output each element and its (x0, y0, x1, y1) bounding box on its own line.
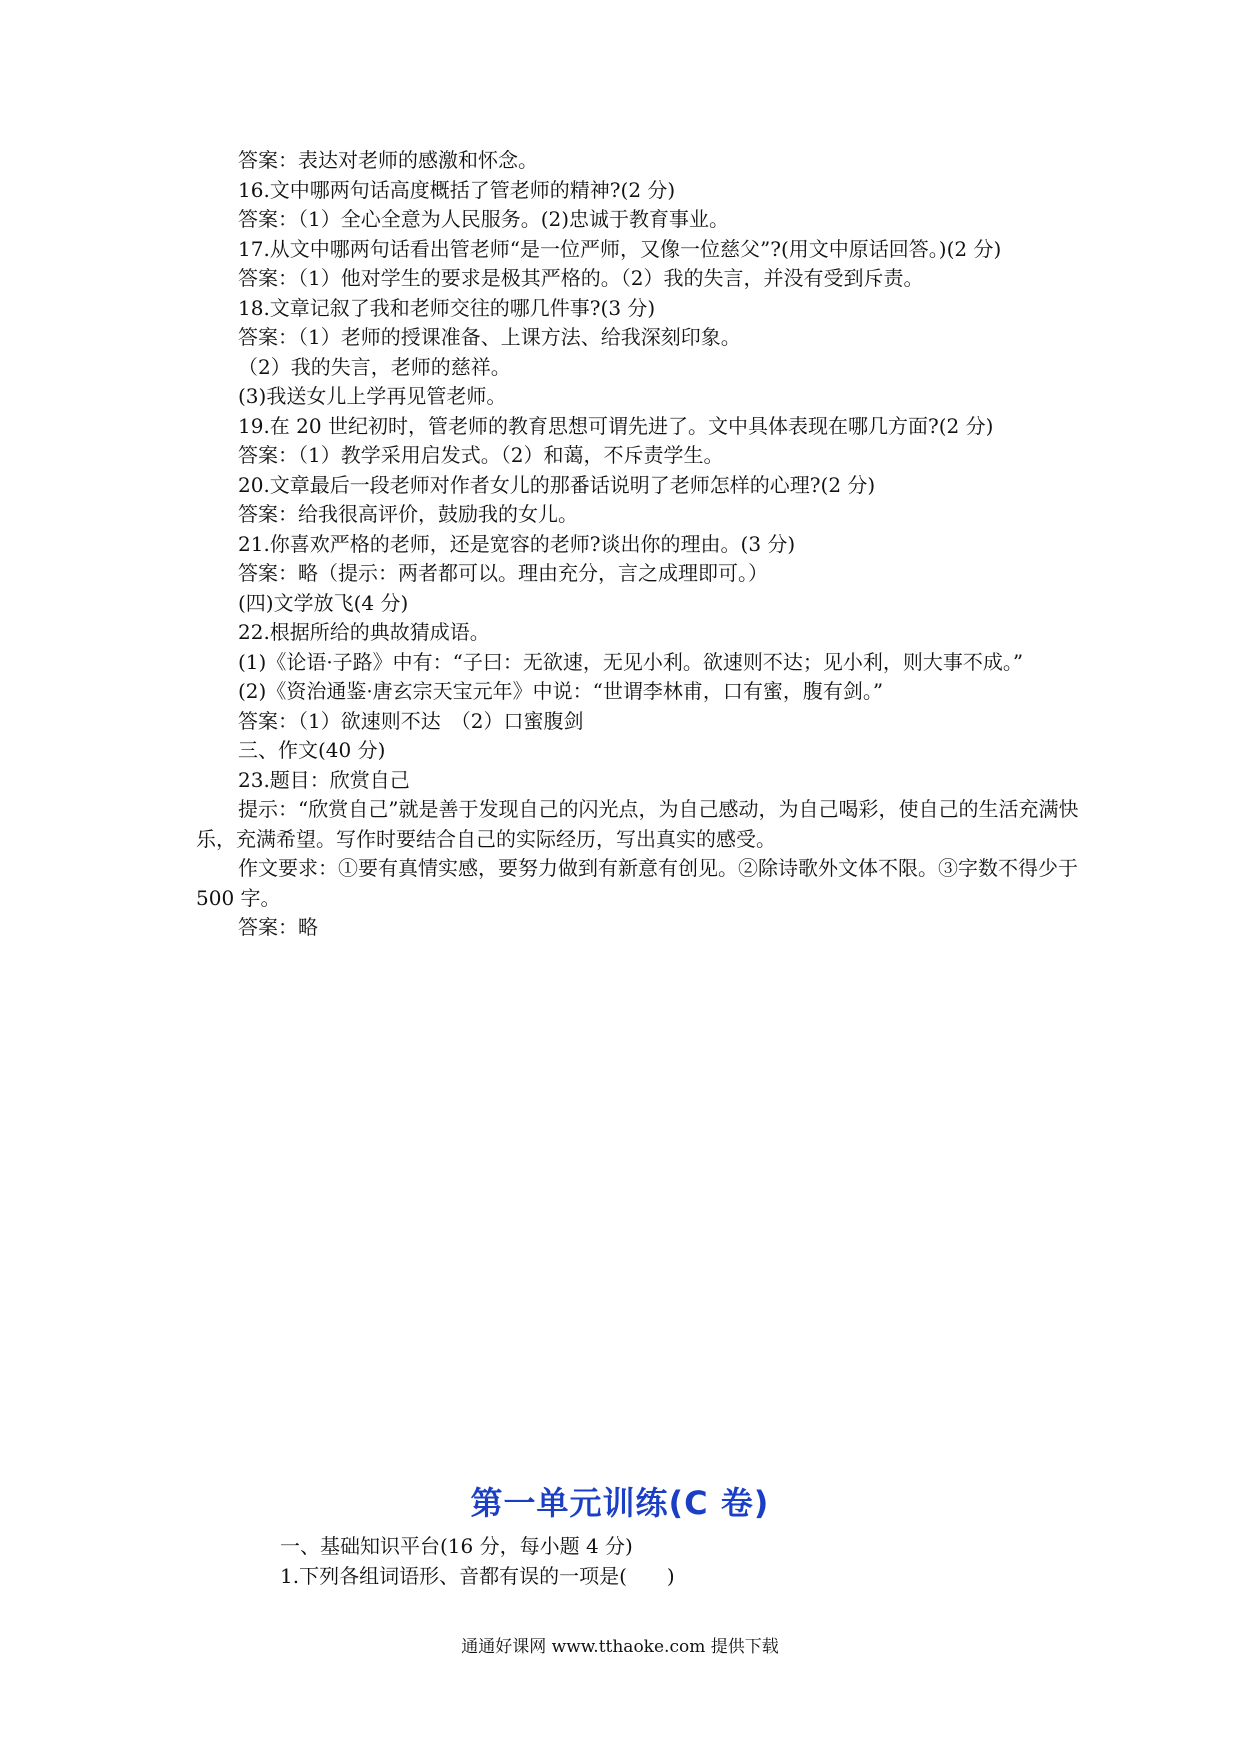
text-line: (四)文学放飞(4 分) (238, 590, 409, 615)
text-line: 23.题目：欣赏自己 (238, 767, 410, 792)
text-line: 16.文中哪两句话高度概括了管老师的精神?(2 分) (238, 177, 676, 202)
hint-paragraph: 提示：“欣赏自己”就是善于发现自己的闪光点，为自己感动，为自己喝彩，使自己的生活充满快乐，充满希望。写作时要结合自己的实际经历，写出真实的感受。 (196, 797, 1079, 851)
text-line: 21.你喜欢严格的老师，还是宽容的老师?谈出你的理由。(3 分) (238, 531, 796, 556)
answer-body (196, 146, 1138, 943)
text-line: 三、作文(40 分) (238, 738, 386, 762)
text-line: 19.在 20 世纪初时，管老师的教育思想可谓先进了。文中具体表现在哪几方面?(2 分) (238, 413, 994, 438)
text-line: 17.从文中哪两句话看出管老师“是一位严师，又像一位慈父”?(用文中原话回答。)(2 分) (238, 236, 1002, 261)
section-title: 第一单元训练(C 卷) (470, 1484, 770, 1522)
requirement-paragraph: 作文要求：①要有真情实感，要努力做到有新意有创见。②除诗歌外文体不限。③字数不得少于 500 字。 (196, 856, 1078, 910)
text-line: (2)《资治通鉴·唐玄宗天宝元年》中说：“世谓李林甫，口有蜜，腹有剑。” (238, 679, 884, 703)
text-line: 一、基础知识平台(16 分，每小题 4 分) (280, 1534, 633, 1558)
text-line: 答案：（1）欲速则不达 （2）口蜜腹剑 (238, 708, 584, 733)
text-line: 答案：（1）老师的授课准备、上课方法、给我深刻印象。 (238, 325, 741, 349)
text-line: 18.文章记叙了我和老师交往的哪几件事?(3 分) (238, 295, 656, 320)
section-body (280, 1532, 1140, 1591)
text-line: (3)我送女儿上学再见管老师。 (238, 384, 507, 408)
text-line: 答案：表达对老师的感激和怀念。 (238, 148, 538, 172)
text-line: 答案：（1）教学采用启发式。（2）和蔼，不斥责学生。 (238, 443, 724, 467)
text-line: (1)《论语·子路》中有：“子曰：无欲速，无见小利。欲速则不达；见小利，则大事不成。” (238, 649, 1024, 674)
text-line: 答案：（1）全心全意为人民服务。(2)忠诚于教育事业。 (238, 207, 730, 231)
text-line: 答案：略（提示：两者都可以。理由充分，言之成理即可。） (238, 561, 768, 585)
text-line: 1.下列各组词语形、音都有误的一项是( ) (280, 1563, 675, 1588)
text-line: 20.文章最后一段老师对作者女儿的那番话说明了老师怎样的心理?(2 分) (238, 472, 876, 497)
page-footer: 通通好课网 www.tthaoke.com 提供下载 (461, 1637, 779, 1657)
text-line: 22.根据所给的典故猜成语。 (238, 620, 490, 644)
text-line: 答案：给我很高评价，鼓励我的女儿。 (238, 502, 578, 526)
text-line: （2）我的失言，老师的慈祥。 (238, 354, 511, 379)
text-line: 答案：（1）他对学生的要求是极其严格的。（2）我的失言，并没有受到斥责。 (238, 266, 924, 290)
text-line: 答案：略 (238, 915, 318, 939)
